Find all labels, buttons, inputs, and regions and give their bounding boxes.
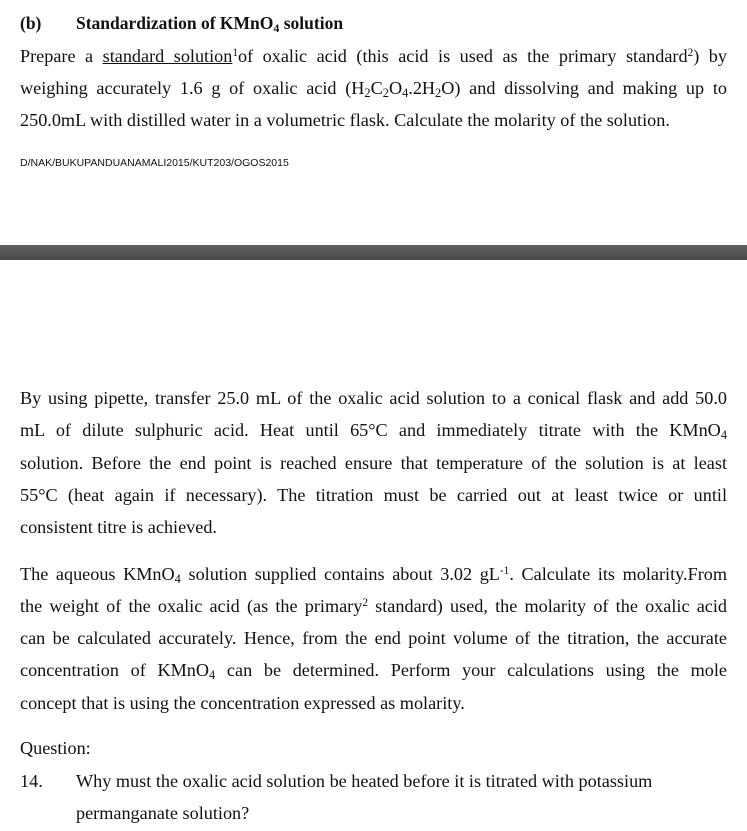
paragraph-line: the weight of the oxalic acid (as the primary$^2$ standard) used, the molarity of the oxalic acid: [20, 596, 727, 616]
paragraph-line: weighing accurately 1.6 g of oxalic acid $(H_2C_2O_4.2H_2O)$ and dissolving and making up to: [20, 78, 727, 101]
page-separator: [0, 245, 747, 260]
page-bottom: [0, 260, 747, 831]
paragraph-line: solution. Before the end point is reached ensure that temperature of the solution is at least: [20, 453, 727, 473]
paragraph-line: The aqueous KMnO$_4$ solution supplied contains about 3.02 $gL^{-1}$. Calculate its molarity.From: [20, 564, 727, 587]
question-number: 14.: [20, 771, 43, 791]
question-item: [20, 770, 727, 792]
paragraph-line: 55°C (heat again if necessary). The titration must be carried out at least twice or until: [20, 485, 727, 505]
paragraph-line: By using pipette, transfer 25.0 mL of the oxalic acid solution to a conical flask and add 50.0: [20, 388, 727, 408]
paragraph-line: can be calculated accurately. Hence, from the end point volume of the titration, the accurate: [20, 628, 727, 648]
section-label: (b): [20, 13, 42, 33]
document-reference: D/NAK/BUKUPANDUANAMALI2015/KUT203/OGOS2015: [20, 157, 289, 169]
question-text-continued: permanganate solution?: [76, 803, 250, 823]
section-heading: [20, 12, 727, 34]
section-title: Standardization of KMnO$_4$ solution: [76, 13, 344, 35]
paragraph-line: Prepare a standard solution$^1$of oxalic acid (this acid is used as the primary standard$^2$) by: [20, 46, 727, 66]
paragraph-line: 250.0mL with distilled water in a volumetric flask. Calculate the molarity of the solution.: [20, 110, 670, 130]
paragraph-line: concentration of KMnO$_4$ can be determined. Perform your calculations using the mole: [20, 660, 727, 683]
paragraph-line: consistent titre is achieved.: [20, 517, 217, 537]
question-label: Question:: [20, 738, 91, 758]
page-top: [0, 0, 747, 245]
paragraph-line: mL of dilute sulphuric acid. Heat until 65°C and immediately titrate with the KMnO$_4$: [20, 420, 727, 443]
paragraph-line: concept that is using the concentration expressed as molarity.: [20, 693, 465, 713]
question-text: Why must the oxalic acid solution be heated before it is titrated with potassium: [76, 771, 653, 791]
